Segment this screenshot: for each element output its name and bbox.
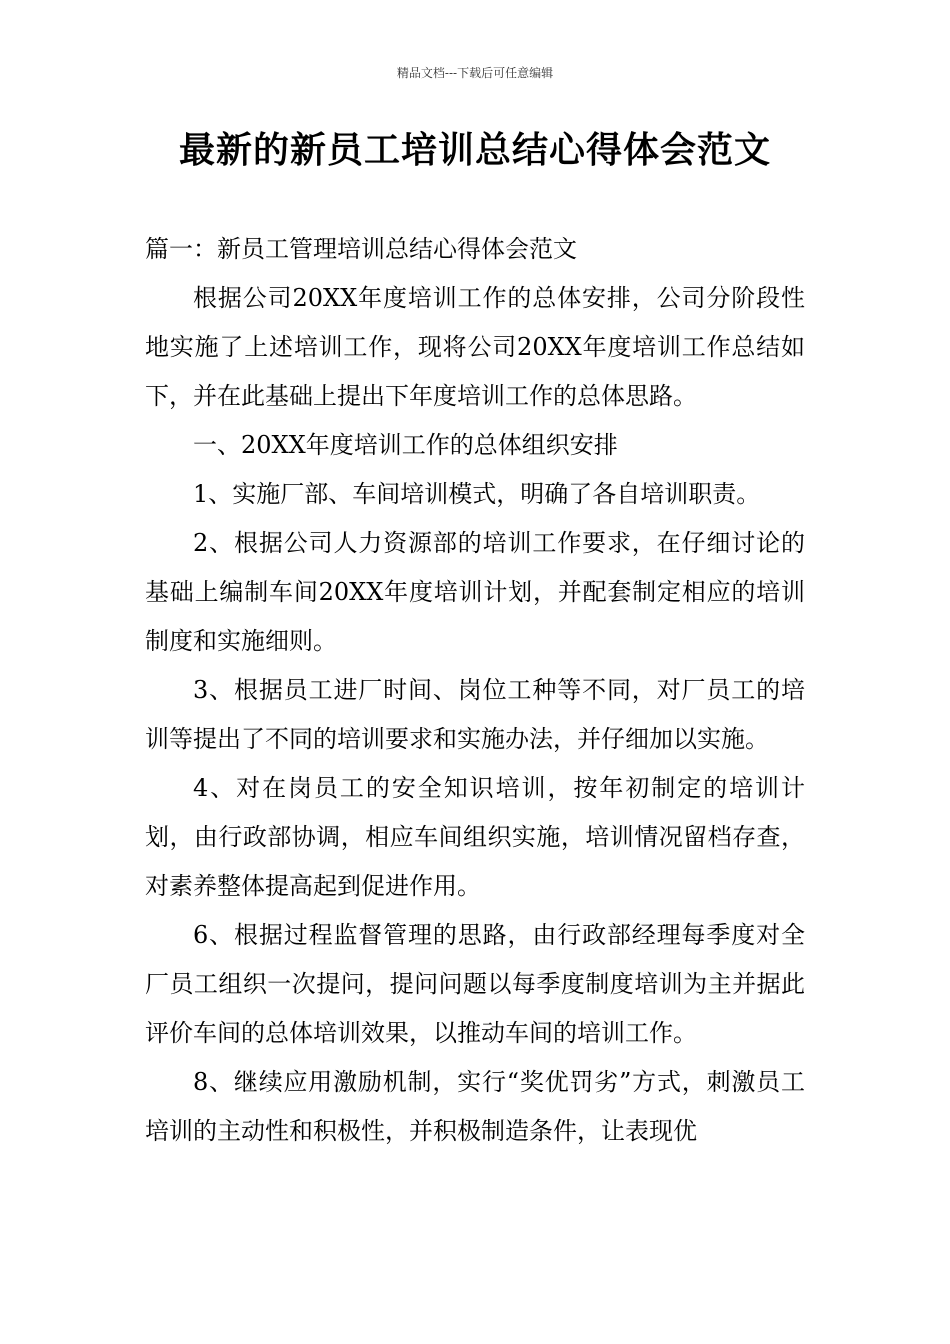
document-title: 最新的新员工培训总结心得体会范文 [178,130,771,171]
paragraph-heading-1: 一、20XX年度培训工作的总体组织安排 [193,431,618,459]
paragraph-item-3: 3、根据员工进厂时间、岗位工种等不同，对厂员工的培训等提出了不同的培训要求和实施办法，并仔细加以实施。 [145,676,805,753]
paragraph-item-2: 2、根据公司人力资源部的培训工作要求，在仔细讨论的基础上编制车间20XX年度培训计划，并配套制定相应的培训制度和实施细则。 [145,529,805,655]
document-body [145,225,805,1156]
paragraph-item-8: 8、继续应用激励机制，实行“奖优罚劣”方式，刺激员工培训的主动性和积极性，并积极制造条件，让表现优 [145,1068,805,1145]
paragraph-item-1: 1、实施厂部、车间培训模式，明确了各自培训职责。 [193,480,761,508]
header-note: 精品文档---下载后可任意编辑 [396,66,554,80]
section-heading: 篇一：新员工管理培训总结心得体会范文 [145,235,577,263]
paragraph-item-6: 6、根据过程监督管理的思路，由行政部经理每季度对全厂员工组织一次提问，提问问题以每季度制度培训为主并据此评价车间的总体培训效果，以推动车间的培训工作。 [145,921,805,1047]
paragraph-intro: 根据公司20XX年度培训工作的总体安排，公司分阶段性地实施了上述培训工作，现将公司20XX年度培训工作总结如下，并在此基础上提出下年度培训工作的总体思路。 [145,284,805,410]
paragraph-item-4: 4、对在岗员工的安全知识培训，按年初制定的培训计划，由行政部协调，相应车间组织实施，培训情况留档存查，对素养整体提高起到促进作用。 [145,774,805,900]
